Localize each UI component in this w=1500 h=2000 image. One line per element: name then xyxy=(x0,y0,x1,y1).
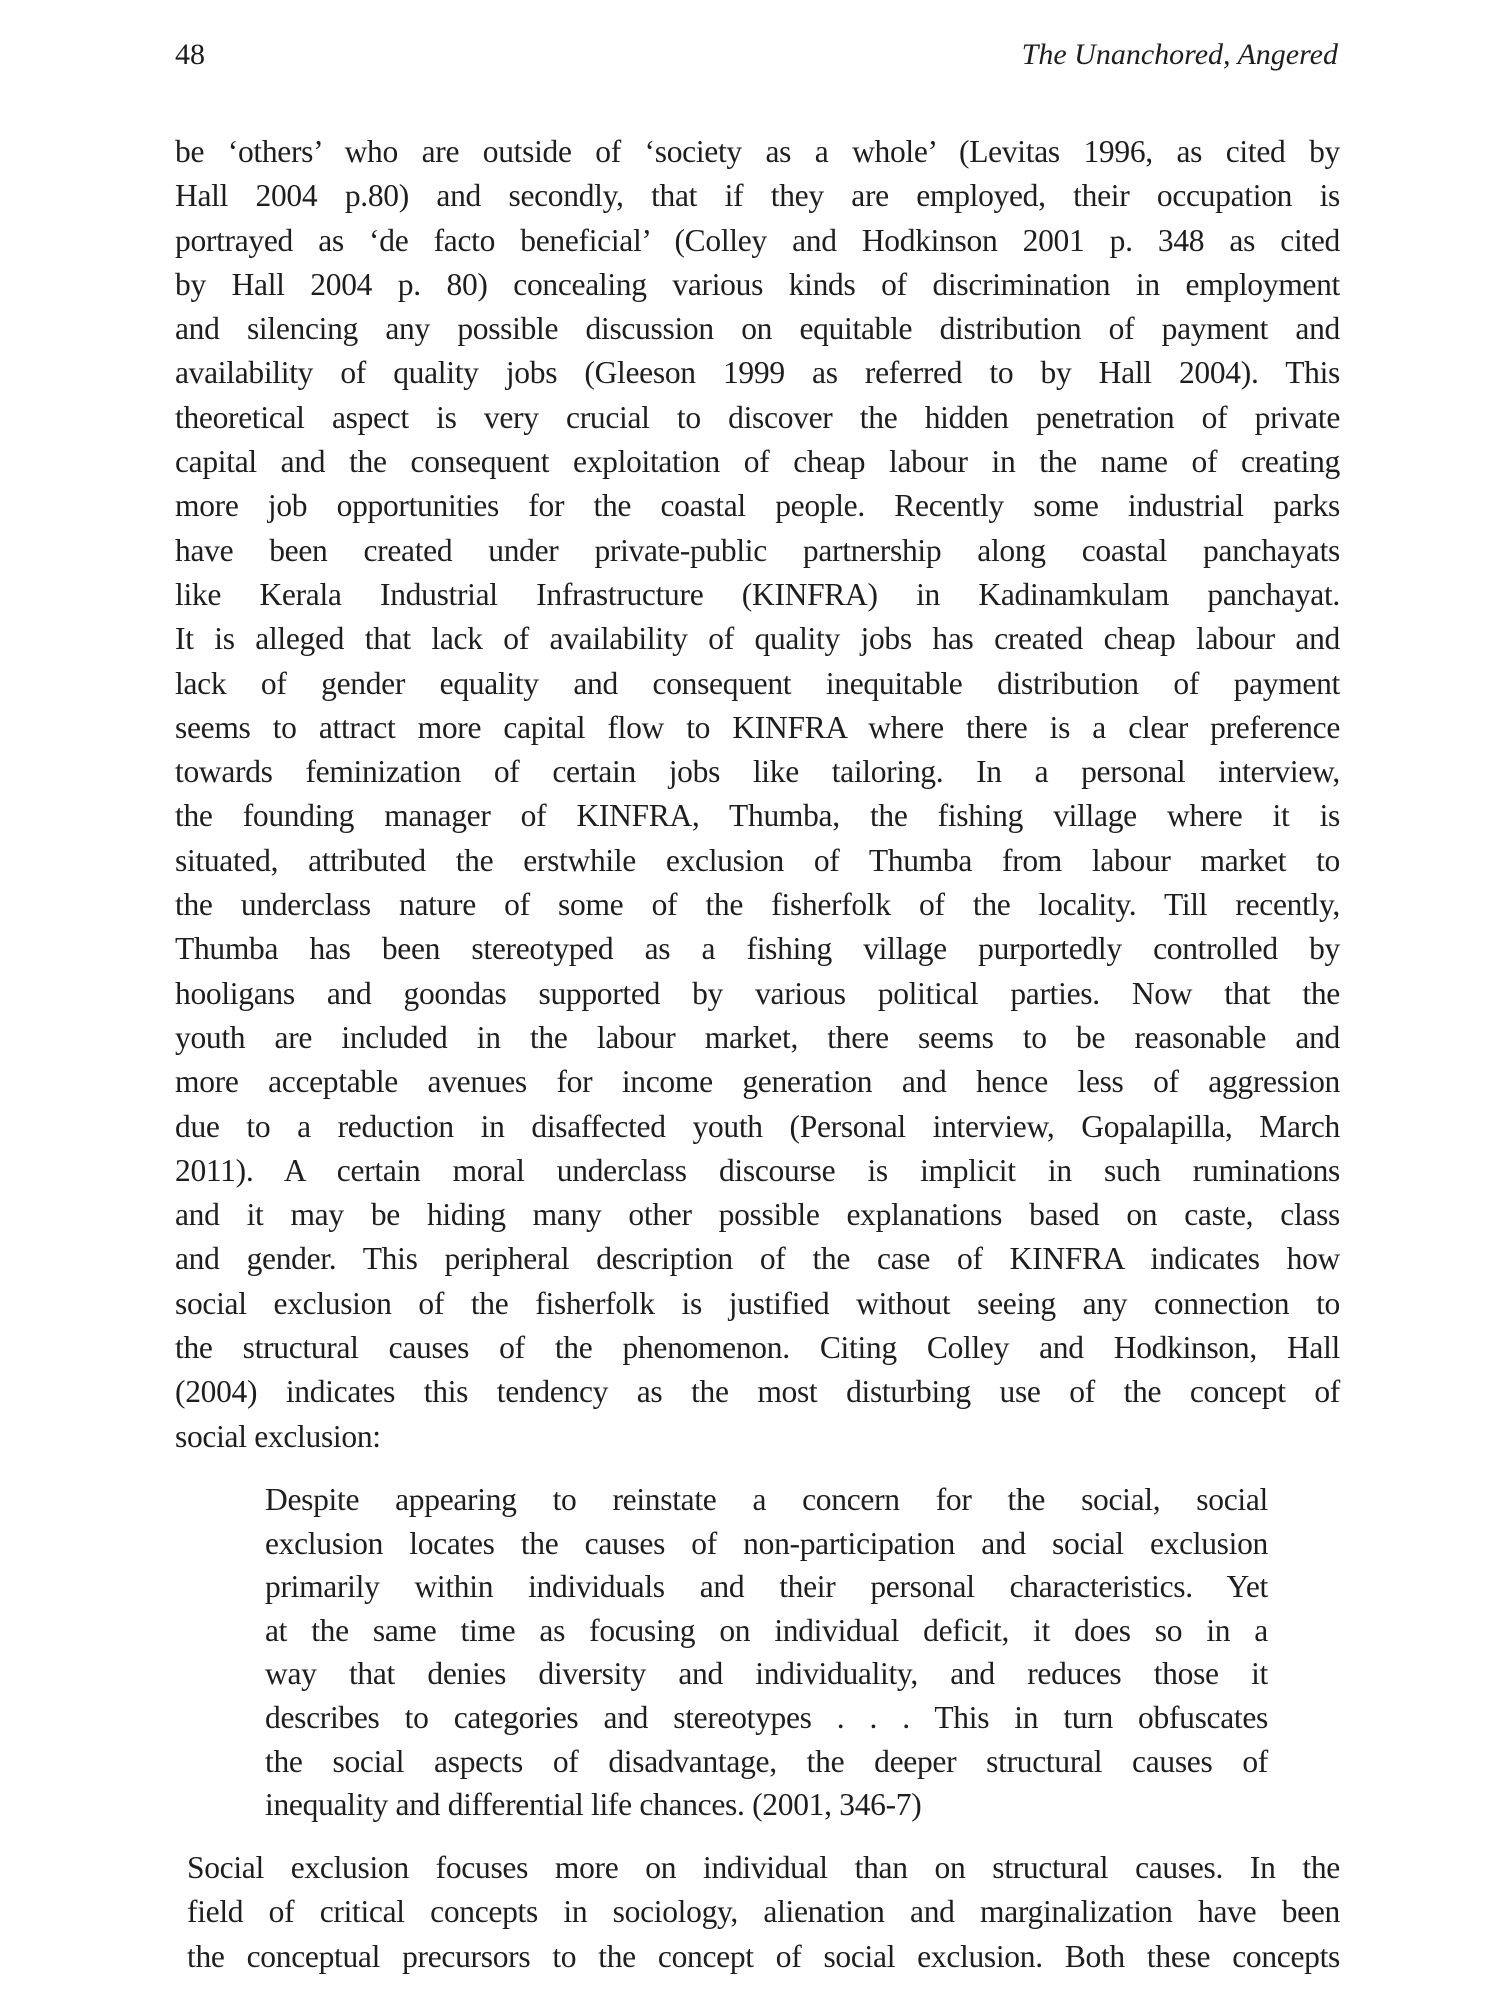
text-line: It is alleged that lack of availability of quality jobs has created cheap labour and xyxy=(175,621,1340,657)
text-line: describes to categories and stereotypes . . . This in turn obfuscates xyxy=(265,1699,1268,1735)
text-line: inequality and differential life chances. (2001, 346-7) xyxy=(265,1787,922,1823)
text-line: Social exclusion focuses more on individual than on structural causes. In the xyxy=(187,1850,1340,1885)
text-line: be ‘others’ who are outside of ‘society as a whole’ (Levitas 1996, as cited by xyxy=(175,134,1340,169)
text-line: field of critical concepts in sociology, alienation and marginalization have been xyxy=(187,1894,1340,1930)
text-line: availability of quality jobs (Gleeson 1999 as referred to by Hall 2004). This xyxy=(175,355,1340,391)
text-line: portrayed as ‘de facto beneficial’ (Colley and Hodkinson 2001 p. 348 as cited xyxy=(175,222,1340,258)
text-line: Despite appearing to reinstate a concern for the social, social xyxy=(265,1482,1268,1517)
text-line: primarily within individuals and their personal characteristics. Yet xyxy=(265,1569,1268,1605)
text-line: theoretical aspect is very crucial to discover the hidden penetration of private xyxy=(175,399,1340,435)
final-paragraph xyxy=(187,1846,1340,1979)
text-line: and gender. This peripheral description of the case of KINFRA indicates how xyxy=(175,1241,1340,1277)
text-line: way that denies diversity and individuality, and reduces those it xyxy=(265,1656,1268,1692)
text-line: by Hall 2004 p. 80) concealing various kinds of discrimination in employment xyxy=(175,266,1340,302)
text-line: and it may be hiding many other possible explanations based on caste, class xyxy=(175,1197,1340,1233)
text-line: the structural causes of the phenomenon. Citing Colley and Hodkinson, Hall xyxy=(175,1330,1340,1366)
text-line: more acceptable avenues for income generation and hence less of aggression xyxy=(175,1064,1340,1100)
text-line: seems to attract more capital flow to KINFRA where there is a clear preference xyxy=(175,709,1340,745)
text-line: capital and the consequent exploitation of cheap labour in the name of creating xyxy=(175,444,1340,480)
text-line: the founding manager of KINFRA, Thumba, the fishing village where it is xyxy=(175,798,1340,834)
text-line: social exclusion of the fisherfolk is justified without seeing any connection to xyxy=(175,1285,1340,1321)
text-line: social exclusion: xyxy=(175,1418,381,1454)
main-paragraph xyxy=(175,130,1340,1459)
text-line: situated, attributed the erstwhile exclusion of Thumba from labour market to xyxy=(175,842,1340,878)
text-line: the conceptual precursors to the concept of social exclusion. Both these concepts xyxy=(187,1938,1340,1974)
text-line: due to a reduction in disaffected youth (Personal interview, Gopalapilla, March xyxy=(175,1108,1340,1144)
text-line: Hall 2004 p.80) and secondly, that if they are employed, their occupation is xyxy=(175,178,1340,214)
text-line: the social aspects of disadvantage, the deeper structural causes of xyxy=(265,1743,1268,1779)
text-line: youth are included in the labour market, there seems to be reasonable and xyxy=(175,1019,1340,1055)
block-quote xyxy=(265,1478,1268,1827)
page-number: 48 xyxy=(175,38,205,71)
text-line: and silencing any possible discussion on equitable distribution of payment and xyxy=(175,311,1340,347)
text-line: towards feminization of certain jobs like tailoring. In a personal interview, xyxy=(175,754,1340,790)
text-line: like Kerala Industrial Infrastructure (KINFRA) in Kadinamkulam panchayat. xyxy=(175,576,1340,612)
text-line: 2011). A certain moral underclass discourse is implicit in such ruminations xyxy=(175,1152,1340,1188)
running-title: The Unanchored, Angered xyxy=(1021,38,1338,71)
text-line: at the same time as focusing on individual deficit, it does so in a xyxy=(265,1612,1268,1648)
text-line: hooligans and goondas supported by various political parties. Now that the xyxy=(175,975,1340,1011)
text-line: (2004) indicates this tendency as the most disturbing use of the concept of xyxy=(175,1374,1340,1410)
text-line: lack of gender equality and consequent inequitable distribution of payment xyxy=(175,665,1340,701)
text-line: more job opportunities for the coastal people. Recently some industrial parks xyxy=(175,488,1340,524)
text-line: Thumba has been stereotyped as a fishing village purportedly controlled by xyxy=(175,931,1340,967)
text-line: the underclass nature of some of the fisherfolk of the locality. Till recently, xyxy=(175,887,1340,923)
text-line: have been created under private-public partnership along coastal panchayats xyxy=(175,532,1340,568)
text-line: exclusion locates the causes of non-participation and social exclusion xyxy=(265,1525,1268,1561)
